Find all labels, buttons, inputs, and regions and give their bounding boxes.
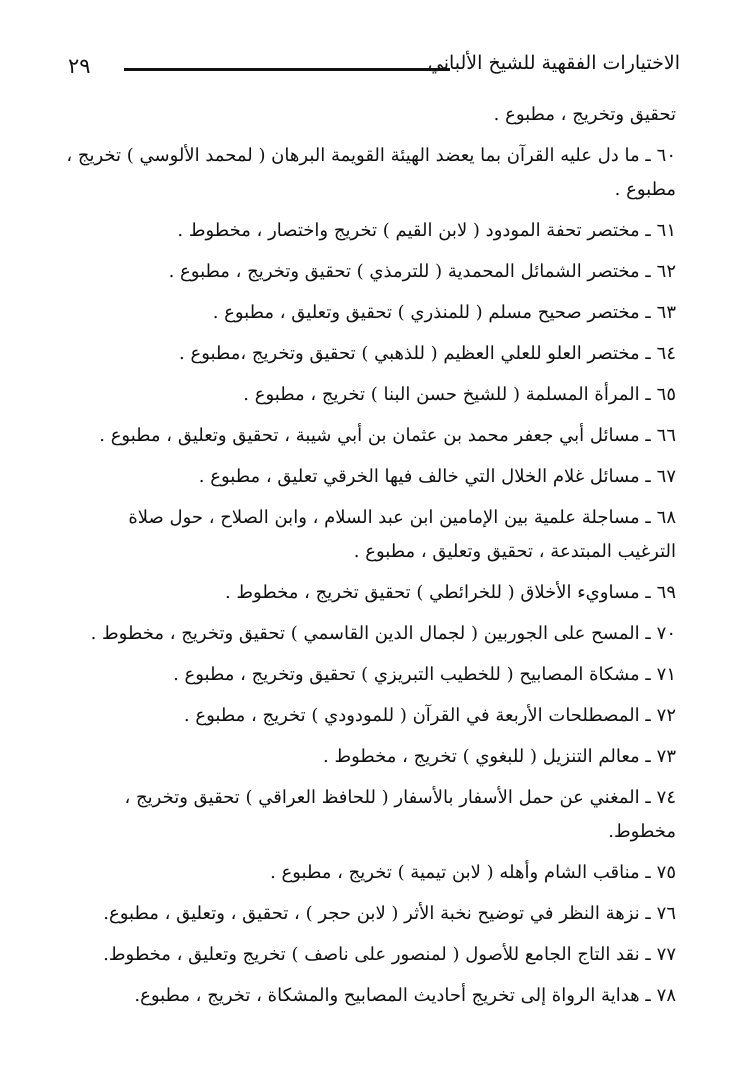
entry-text: ـ المغني عن حمل الأسفار بالأسفار ( للحافظ العراقي ) تحقيق وتخريج ، [124,787,651,808]
entry-text: تحقيق وتخريج ، مطبوع . [493,104,676,125]
entry-line [58,815,676,849]
entry-line [58,576,676,610]
entry-line [58,419,676,453]
entry-line [58,501,676,535]
entry-text: ـ مختصر صحيح مسلم ( للمنذري ) تحقيق وتعليق ، مطبوع . [212,302,651,323]
entry-number: ٦٦ [656,425,676,446]
entry-line [58,296,676,330]
entry-line [58,979,676,1013]
entry-number: ٧٠ [656,623,676,644]
entry-line [58,460,676,494]
entry-text: ـ مختصر العلو للعلي العظيم ( للذهبي ) تحقيق وتخريج ،مطبوع . [179,343,651,364]
entry-line [58,378,676,412]
entry-text: ـ مناقب الشام وأهله ( لابن تيمية ) تخريج ، مطبوع . [270,862,651,883]
entry-list [58,98,676,1013]
entry-text: ـ مختصر تحفة المودود ( لابن القيم ) تخريج واختصار ، مخطوط . [177,220,651,241]
entry-text: ـ مساجلة علمية بين الإمامين ابن عبد السلام ، وابن الصلاح ، حول صلاة [128,507,651,528]
entry-text: ـ مختصر الشمائل المحمدية ( للترمذي ) تحقيق وتخريج ، مطبوع . [168,261,651,282]
entry-text: ـ معالم التنزيل ( للبغوي ) تخريج ، مخطوط . [323,746,651,767]
entry-text: ـ مشكاة المصابيح ( للخطيب التبريزي ) تحقيق وتخريج ، مطبوع . [173,664,651,685]
entry-line [58,255,676,289]
entry-text: ـ ما دل عليه القرآن بما يعضد الهيئة القويمة البرهان ( لمحمد الألوسي ) تخريج ، [66,145,651,166]
page-header [60,50,680,86]
entry-text: ـ نزهة النظر في توضيح نخبة الأثر ( لابن حجر ) ، تحقيق ، وتعليق ، مطبوع. [103,903,651,924]
entry-text: مخطوط. [608,821,676,842]
entry-line [58,139,676,173]
entry-number: ٦٧ [656,466,676,487]
entry-number: ٦٩ [656,582,676,603]
entry-line [58,658,676,692]
entry-text: ـ المسح على الجوربين ( لجمال الدين القاسمي ) تحقيق وتخريج ، مخطوط . [90,623,651,644]
header-rule [124,68,450,71]
entry-line [58,617,676,651]
entry-line [58,781,676,815]
entry-text: ـ المصطلحات الأربعة في القرآن ( للمودودي ) تخريج ، مطبوع . [183,705,651,726]
entry-text: ـ المرأة المسلمة ( للشيخ حسن البنا ) تخريج ، مطبوع . [243,384,651,405]
entry-number: ٦٠ [656,145,676,166]
entry-line [58,98,676,132]
entry-text: ـ نقد التاج الجامع للأصول ( لمنصور على ناصف ) تخريج وتعليق ، مخطوط. [103,944,651,965]
entry-number: ٧٨ [656,985,676,1006]
page-number: ٢٩ [68,54,91,78]
entry-number: ٦٥ [656,384,676,405]
entry-text: ـ مساويء الأخلاق ( للخرائطي ) تحقيق تخريج ، مخطوط . [224,582,651,603]
entry-line [58,337,676,371]
entry-text: ـ مسائل أبي جعفر محمد بن عثمان بن أبي شيبة ، تحقيق وتعليق ، مطبوع . [99,425,651,446]
entry-number: ٧٣ [656,746,676,767]
entry-line [58,938,676,972]
entry-text: ـ هداية الرواة إلى تخريج أحاديث المصابيح والمشكاة ، تخريج ، مطبوع. [134,985,651,1006]
entry-line [58,214,676,248]
entry-number: ٦٤ [656,343,676,364]
entry-number: ٧٦ [656,903,676,924]
entry-line [58,856,676,890]
entry-number: ٧٥ [656,862,676,883]
entry-number: ٧٤ [656,787,676,808]
entry-line [58,535,676,569]
entry-number: ٧٧ [656,944,676,965]
entry-line [58,173,676,207]
running-title: الاختيارات الفقهية للشيخ الألباني [427,52,680,74]
entry-line [58,897,676,931]
entry-line [58,740,676,774]
entry-number: ٦٣ [656,302,676,323]
entry-text: ـ مسائل غلام الخلال التي خالف فيها الخرقي تعليق ، مطبوع . [198,466,651,487]
entry-line [58,699,676,733]
entry-number: ٦٢ [656,261,676,282]
entry-text: الترغيب المبتدعة ، تحقيق وتعليق ، مطبوع . [353,541,676,562]
entry-number: ٧١ [656,664,676,685]
entry-number: ٧٢ [656,705,676,726]
entry-number: ٦١ [656,220,676,241]
entry-text: مطبوع . [614,179,676,200]
entry-number: ٦٨ [656,507,676,528]
